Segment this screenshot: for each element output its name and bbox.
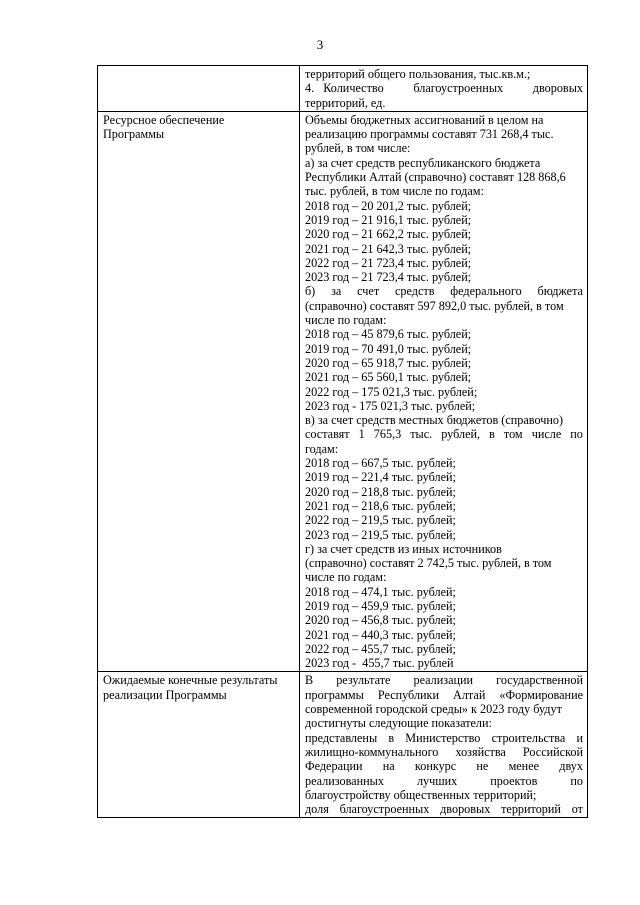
content-line: достигнуты следующие показатели:	[304, 716, 492, 731]
content-line: 2021 год – 440,3 тыс. рублей;	[304, 627, 456, 642]
content-line: 2020 год – 65 918,7 тыс. рублей;	[304, 355, 472, 370]
content-line: тыс. рублей, в том числе по годам:	[304, 184, 484, 199]
row-content-cell	[299, 672, 587, 818]
content-line: 2022 год – 21 723,4 тыс. рублей;	[304, 255, 472, 270]
content-line: 2022 год – 175 021,3 тыс. рублей;	[304, 384, 478, 399]
word: 765,3	[373, 427, 402, 442]
content-line	[305, 774, 583, 788]
content-line: (справочно) составят 2 742,5 тыс. рублей, в том	[304, 556, 552, 571]
word: Федерации	[304, 759, 363, 774]
content-line: 2018 год – 45 879,6 тыс. рублей;	[304, 327, 472, 342]
row-content-cell	[299, 66, 587, 112]
word: результате	[336, 673, 391, 688]
content-line	[305, 427, 583, 441]
word: средств	[395, 284, 435, 299]
content-line: 2019 год – 21 916,1 тыс. рублей;	[304, 212, 472, 227]
label-line: Ожидаемые конечные результаты	[103, 673, 278, 688]
word: проектов	[490, 773, 538, 788]
table-row	[98, 672, 588, 818]
content-line: числе по годам:	[304, 570, 387, 585]
word: дворовых	[440, 802, 491, 817]
content-line: реализацию программы составят 731 268,4 тыс.	[304, 127, 554, 142]
word: рублей,	[441, 427, 481, 442]
content-line: территорий, ед.	[304, 95, 386, 110]
word: бюджета	[537, 284, 583, 299]
table-row	[98, 66, 588, 112]
content-line: Республики Алтай (справочно) составят 128 868,6	[304, 170, 566, 185]
word: благоустроенных	[413, 81, 504, 96]
content-line: территорий общего пользования, тыс.кв.м.;	[304, 67, 531, 81]
word: федерального	[450, 284, 522, 299]
content-line	[305, 673, 583, 687]
word: Алтай	[453, 687, 486, 702]
word: в	[489, 427, 495, 442]
content-line: 2020 год – 218,8 тыс. рублей;	[304, 484, 456, 499]
word: по	[570, 427, 583, 442]
word: Министерство	[405, 730, 481, 745]
word: доля	[304, 802, 329, 817]
program-passport-table	[97, 65, 588, 818]
word: реализации	[413, 673, 474, 688]
content-line: 2018 год – 20 201,2 тыс. рублей;	[304, 198, 472, 213]
content-line: 2018 год – 474,1 тыс. рублей;	[304, 584, 456, 599]
content-line: благоустройству общественных территорий;	[304, 787, 537, 802]
word: менее	[508, 759, 540, 774]
content-line	[305, 688, 583, 702]
content-line: 2021 год – 65 560,1 тыс. рублей;	[304, 370, 472, 385]
content-line: 2018 год – 667,5 тыс. рублей;	[304, 456, 456, 471]
word: за	[331, 284, 342, 299]
table-row	[98, 111, 588, 672]
content-line: 2021 год – 21 642,3 тыс. рублей;	[304, 241, 472, 256]
word: числе	[531, 427, 562, 442]
content-line: а) за счет средств республиканского бюджета	[304, 155, 541, 170]
word: В	[304, 673, 314, 688]
word: хозяйства	[455, 744, 506, 759]
page-number: 3	[316, 37, 324, 52]
word: том	[503, 427, 523, 442]
word: Республики	[377, 687, 439, 702]
row-label-cell	[98, 672, 300, 818]
content-line: 2023 год – 219,5 тыс. рублей;	[304, 527, 456, 542]
content-line: 2019 год – 221,4 тыс. рублей;	[304, 470, 456, 485]
content-line: Объемы бюджетных ассигнований в целом на	[304, 112, 544, 127]
word: дворовых	[532, 81, 583, 96]
row-label-cell	[98, 111, 300, 672]
word: программы	[304, 687, 364, 702]
content-line: современной городской среды» к 2023 году будут	[304, 702, 562, 717]
word: б)	[304, 284, 316, 299]
word: тыс.	[410, 427, 433, 442]
word: территорий	[501, 802, 561, 817]
content-line	[305, 731, 583, 745]
row-content-cell	[299, 111, 587, 672]
content-line	[305, 284, 583, 298]
word: государственной	[496, 673, 583, 688]
content-line	[305, 759, 583, 773]
word: 1	[358, 427, 365, 442]
content-line: 2021 год – 218,6 тыс. рублей;	[304, 498, 456, 513]
content-line	[305, 745, 583, 759]
content-line: г) за счет средств из иных источников	[304, 541, 502, 556]
word: «Формирование	[499, 687, 583, 702]
content-line: 2020 год – 456,8 тыс. рублей;	[304, 613, 456, 628]
content-line: годам:	[304, 441, 339, 456]
word: жилищно-коммунального	[304, 744, 439, 759]
content-line: 2022 год – 455,7 тыс. рублей;	[304, 641, 456, 656]
content-line: в) за счет средств местных бюджетов (справочно)	[304, 413, 564, 428]
content-line: (справочно) составят 597 892,0 тыс. рублей, в том	[304, 298, 564, 313]
content-line	[305, 81, 583, 95]
content-line: 2023 год - 175 021,3 тыс. рублей;	[304, 398, 476, 413]
word: от	[571, 802, 583, 817]
word: по	[570, 773, 583, 788]
word: не	[476, 759, 489, 774]
label-line: реализации Программы	[103, 687, 227, 702]
word: благоустроенных	[339, 802, 430, 817]
word: реализованных	[304, 773, 384, 788]
word: счет	[357, 284, 380, 299]
word: строительства	[491, 730, 566, 745]
content-line: 2020 год – 21 662,2 тыс. рублей;	[304, 227, 472, 242]
content-line	[305, 802, 583, 816]
content-line: рублей, в том числе:	[304, 141, 411, 156]
word: и	[576, 730, 583, 745]
label-line: Программы	[103, 127, 165, 142]
content-line: 2023 год – 21 723,4 тыс. рублей;	[304, 270, 472, 285]
word: двух	[559, 759, 583, 774]
word: лучших	[416, 773, 458, 788]
content-line: числе по годам:	[304, 313, 387, 328]
word: Российской	[522, 744, 583, 759]
word: на	[382, 759, 395, 774]
content-line: 2019 год – 459,9 тыс. рублей;	[304, 598, 456, 613]
content-line: 2022 год – 219,5 тыс. рублей;	[304, 513, 456, 528]
label-line: Ресурсное обеспечение	[103, 112, 225, 127]
word: составят	[304, 427, 350, 442]
content-line: 2019 год – 70 491,0 тыс. рублей;	[304, 341, 472, 356]
content-line: 2023 год - 455,7 тыс. рублей	[304, 656, 454, 671]
word: 4. Количество	[304, 81, 384, 96]
word: представлены	[304, 730, 378, 745]
word: в	[388, 730, 395, 745]
row-label-cell	[98, 66, 300, 112]
word: конкурс	[414, 759, 457, 774]
